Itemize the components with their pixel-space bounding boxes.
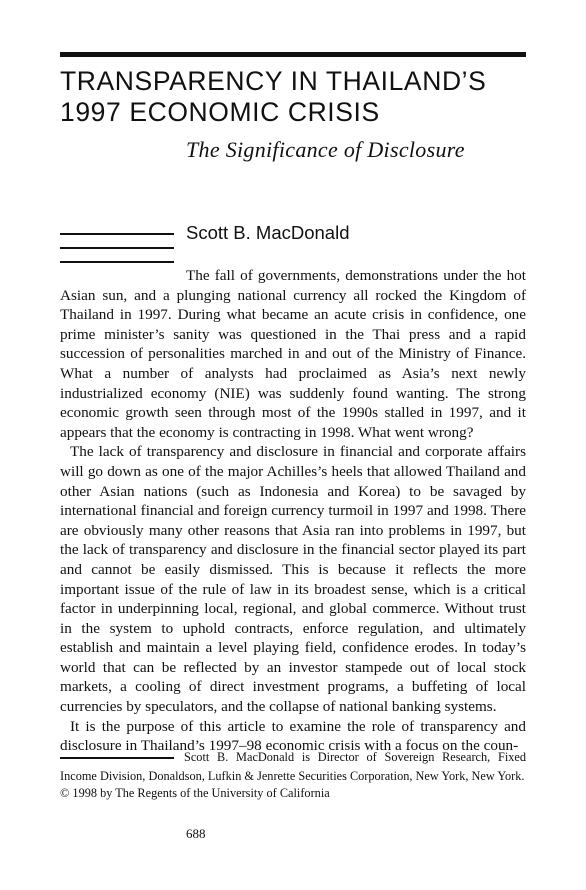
author-rule-3 xyxy=(60,261,174,263)
footnote-text: Scott B. MacDonald is Director of Sovereign Research, Fixed Income Division, Donaldson, Lufkin & Jenrette Securities Corporation, New York, New York. xyxy=(60,750,526,783)
article-title: TRANSPARENCY IN THAILAND’S 1997 ECONOMIC CRISIS xyxy=(60,66,487,127)
author-rule-1 xyxy=(60,233,174,235)
author-name: Scott B. MacDonald xyxy=(186,222,350,243)
footnote xyxy=(60,748,526,785)
article-subtitle: The Significance of Disclosure xyxy=(186,137,465,162)
paragraph-1: The fall of governments, demonstrations under the hot Asian sun, and a plunging national currency all rocked the Kingdom of Thailand in 1997. During what became an acute crisis in confidence, one prime minister’s sanity was questioned in the Thai press and a rapid succession of personalities marched in and out of the Ministry of Finance. What a number of analysts had proclaimed as Asia’s next newly industrialized economy (NIE) was suddenly found wanting. The strong economic growth seen through most of the 1990s stalled in 1997, and it appears that the economy is contracting in 1998. What went wrong? xyxy=(60,267,526,441)
page-number: 688 xyxy=(186,826,206,841)
paragraph-2: The lack of transparency and disclosure in financial and corporate affairs will go down as one of the major Achilles’s heels that allowed Thailand and other Asian nations (such as Indonesia and Korea) to be savaged by international financial and foreign currency turmoil in 1997 and 1998. There are obviously many other reasons that Asia ran into problems in 1997, but the lack of transparency and disclosure in the financial sector played its part and cannot be easily dismissed. This is because it reflects the more important issue of the rule of law in its broadest sense, which is a critical factor in underpinning local, regional, and global commerce. Without trust in the system to uphold contracts, enforce regulation, and ultimately establish and maintain a level playing field, confidence erodes. In today’s world that can be reflected by an investor stampede out of local stock markets, a cooling of direct investment programs, a buffeting of local currencies by speculators, and the collapse of national banking systems. xyxy=(60,443,526,716)
body-text xyxy=(60,266,526,756)
footnote-rule xyxy=(60,757,174,759)
author-rule-2 xyxy=(60,247,174,249)
top-rule xyxy=(60,52,526,57)
paragraph-3: It is the purpose of this article to examine the role of transparency and disclosure in Thailand’s 1997–98 economic crisis with a focus on the coun- xyxy=(60,717,526,755)
copyright-notice: © 1998 by The Regents of the University of California xyxy=(60,786,330,800)
